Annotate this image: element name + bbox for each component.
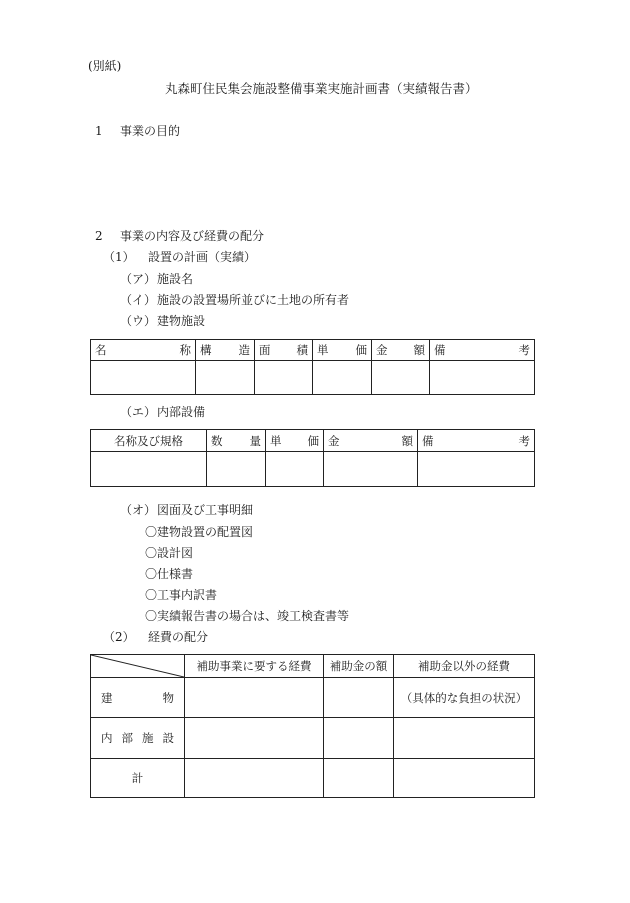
section1-number: 1 (95, 124, 103, 138)
section2-number: 2 (95, 229, 103, 243)
building-header-structure: 構 造 (196, 340, 255, 361)
item-i-text: 施設の設置場所並びに土地の所有者 (157, 293, 350, 307)
building-cell-remarks[interactable] (430, 361, 535, 395)
attachment-label: (別紙) (88, 59, 122, 73)
page-title: 丸森町住民集会施設整備事業実施計画書（実績報告書） (165, 81, 478, 96)
expense-cell[interactable] (324, 718, 394, 759)
equipment-header-amount: 金 額 (324, 430, 418, 452)
expense-cell[interactable] (324, 759, 394, 798)
equipment-table-row (91, 452, 535, 487)
building-table (90, 339, 535, 395)
sub2-number: （2） (103, 630, 135, 644)
item-o-text: 図面及び工事明細 (157, 503, 254, 517)
expense-header-diagonal-cell (91, 655, 185, 678)
drawing-item: 〇設計図 (145, 546, 194, 560)
expense-row-label: 計 (91, 759, 185, 798)
expense-cell[interactable] (185, 718, 324, 759)
expense-header-required-cost: 補助事業に要する経費 (185, 655, 324, 678)
sub1-heading: 設置の計画（実績） (148, 250, 257, 264)
building-cell-amount[interactable] (372, 361, 430, 395)
expense-row-equipment (91, 718, 535, 759)
equipment-cell-remarks[interactable] (418, 452, 535, 487)
item-u-text: 建物施設 (157, 314, 206, 328)
section1-heading: 事業の目的 (120, 124, 181, 138)
equipment-table-header-row (91, 430, 535, 452)
building-header-area: 面 積 (255, 340, 313, 361)
sub1-number: （1） (103, 250, 135, 264)
item-i-marker: （イ） (120, 293, 157, 307)
building-cell-structure[interactable] (196, 361, 255, 395)
equipment-cell-name-spec[interactable] (91, 452, 207, 487)
expense-cell[interactable] (394, 759, 535, 798)
item-u-marker: （ウ） (120, 314, 157, 328)
equipment-header-unit-price: 単 価 (266, 430, 324, 452)
building-cell-name[interactable] (91, 361, 196, 395)
building-cell-unit-price[interactable] (313, 361, 372, 395)
item-a-marker: （ア） (120, 272, 157, 286)
equipment-cell-quantity[interactable] (207, 452, 266, 487)
drawing-item: 〇建物設置の配置図 (145, 525, 254, 539)
building-header-name: 名 称 (91, 340, 196, 361)
expense-table-header-row (91, 655, 535, 678)
equipment-cell-amount[interactable] (324, 452, 418, 487)
equipment-header-quantity: 数 量 (207, 430, 266, 452)
drawing-item: 〇仕様書 (145, 567, 194, 581)
building-cell-area[interactable] (255, 361, 313, 395)
expense-cell[interactable] (185, 759, 324, 798)
expense-table (90, 654, 535, 798)
expense-row-label: 内 部 施 設 (91, 718, 185, 759)
item-a-text: 施設名 (157, 272, 194, 286)
expense-cell[interactable] (324, 678, 394, 718)
expense-row-total (91, 759, 535, 798)
diagonal-line (91, 655, 184, 677)
expense-cell[interactable] (185, 678, 324, 718)
sub2-heading: 経費の配分 (148, 630, 209, 644)
equipment-header-name-spec: 名称及び規格 (91, 430, 207, 452)
building-header-unit-price: 単 価 (313, 340, 372, 361)
building-header-remarks: 備 考 (430, 340, 535, 361)
expense-cell[interactable] (394, 718, 535, 759)
equipment-table (90, 429, 535, 487)
building-table-header-row (91, 340, 535, 361)
section2-heading: 事業の内容及び経費の配分 (120, 229, 265, 243)
item-e-text: 内部設備 (157, 405, 206, 419)
equipment-header-remarks: 備 考 (418, 430, 535, 452)
expense-header-non-subsidy-cost: 補助金以外の経費 (394, 655, 535, 678)
building-header-amount: 金 額 (372, 340, 430, 361)
expense-row-label: 建 物 (91, 678, 185, 718)
drawing-item: 〇工事内訳書 (145, 588, 218, 602)
item-e-marker: （エ） (120, 405, 157, 419)
expense-row-building (91, 678, 535, 718)
equipment-cell-unit-price[interactable] (266, 452, 324, 487)
item-o-marker: （オ） (120, 503, 157, 517)
expense-note: （具体的な負担の状況） (394, 678, 535, 718)
expense-header-subsidy-amount: 補助金の額 (324, 655, 394, 678)
building-table-row (91, 361, 535, 395)
drawing-item: 〇実績報告書の場合は、竣工検査書等 (145, 609, 350, 623)
